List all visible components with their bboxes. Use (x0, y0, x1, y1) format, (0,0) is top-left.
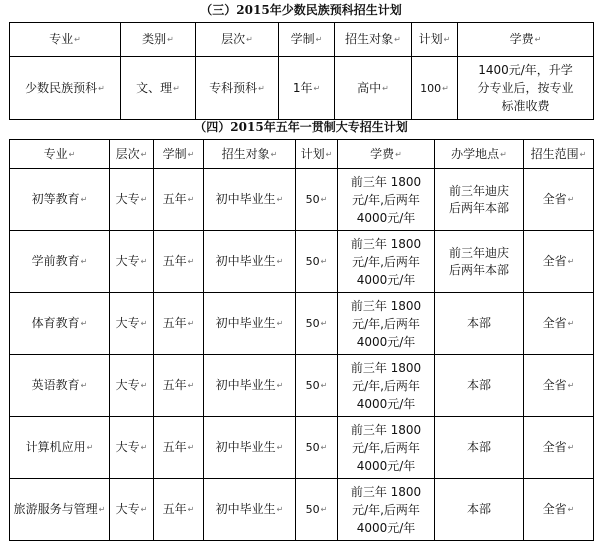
table-row (10, 355, 594, 417)
minority-preparatory-table (9, 22, 594, 120)
cell-target: 初中毕业生 ↵ (204, 479, 296, 541)
location-line: 本部 (466, 316, 491, 330)
fee-line: 4000元/年 (356, 396, 416, 411)
location-line: 后两年本部 (448, 200, 509, 215)
header-location: 办学地点 ↵ (435, 140, 524, 169)
table-row (10, 231, 594, 293)
location-line: 前三年迪庆 (448, 245, 509, 260)
cell-major: 体育教育 ↵ (10, 293, 110, 355)
cell-location (435, 293, 524, 355)
cell-scope: 全省 ↵ (524, 479, 594, 541)
section4-title: （四）2015年五年一贯制大专招生计划 (194, 120, 408, 134)
location-line: 本部 (466, 502, 491, 516)
header-scope: 招生范围 ↵ (524, 140, 594, 169)
cell-major: 旅游服务与管理 ↵ (10, 479, 110, 541)
cell-duration: 五年 ↵ (154, 169, 204, 231)
header-fee: 学费 ↵ (338, 140, 435, 169)
cell-location (435, 231, 524, 293)
table-row (10, 293, 594, 355)
cell-level: 大专 ↵ (110, 417, 154, 479)
fee-line: 标准收费 (501, 99, 550, 113)
cell-fee (338, 479, 435, 541)
fee-line: 元/年,后两年 (352, 316, 420, 331)
table-row (10, 169, 594, 231)
cell-category: 文、理 ↵ (121, 57, 196, 120)
cell-location (435, 169, 524, 231)
cell-plan: 50 ↵ (296, 169, 338, 231)
header-duration: 学制 ↵ (279, 23, 335, 57)
cell-major: 学前教育 ↵ (10, 231, 110, 293)
header-target: 招生对象 ↵ (204, 140, 296, 169)
fee-line: 元/年,后两年 (352, 440, 420, 455)
fee-line: 4000元/年 (356, 334, 416, 349)
table-body (10, 169, 594, 541)
cell-scope: 全省 ↵ (524, 417, 594, 479)
cell-major: 少数民族预科 ↵ (10, 57, 121, 120)
location-line: 本部 (466, 440, 491, 454)
cell-fee (338, 169, 435, 231)
cell-scope: 全省 ↵ (524, 293, 594, 355)
cell-scope: 全省 ↵ (524, 355, 594, 417)
cell-level: 大专 ↵ (110, 293, 154, 355)
five-year-college-table (9, 139, 594, 541)
cell-major: 英语教育 ↵ (10, 355, 110, 417)
cell-duration: 五年 ↵ (154, 417, 204, 479)
cell-fee (338, 293, 435, 355)
header-level: 层次 ↵ (110, 140, 154, 169)
header-category: 类别 ↵ (121, 23, 196, 57)
fee-line: 元/年,后两年 (352, 502, 420, 517)
cell-duration: 五年 ↵ (154, 231, 204, 293)
cell-plan: 50 ↵ (296, 231, 338, 293)
cell-level: 大专 ↵ (110, 355, 154, 417)
header-plan: 计划 ↵ (296, 140, 338, 169)
cell-scope: 全省 ↵ (524, 169, 594, 231)
cell-location (435, 355, 524, 417)
cell-target: 初中毕业生 ↵ (204, 355, 296, 417)
fee-line: 前三年 1800 (350, 360, 422, 375)
fee-line: 前三年 1800 (350, 236, 422, 251)
fee-line: 前三年 1800 (350, 422, 422, 437)
header-duration: 学制 ↵ (154, 140, 204, 169)
fee-line: 元/年,后两年 (352, 254, 420, 269)
table-header-row (10, 140, 594, 169)
cell-duration: 五年 ↵ (154, 293, 204, 355)
header-fee: 学费 ↵ (458, 23, 594, 57)
header-major: 专业 ↵ (10, 140, 110, 169)
cell-target: 初中毕业生 ↵ (204, 293, 296, 355)
cell-fee (338, 417, 435, 479)
fee-line: 前三年 1800 (350, 298, 422, 313)
cell-duration: 1年 ↵ (279, 57, 335, 120)
cell-plan: 50 ↵ (296, 417, 338, 479)
cell-plan: 100 ↵ (412, 57, 458, 120)
cell-plan: 50 ↵ (296, 293, 338, 355)
fee-line: 分专业后，按专业 (477, 81, 574, 95)
fee-line: 4000元/年 (356, 272, 416, 287)
cell-location (435, 417, 524, 479)
cell-target: 初中毕业生 ↵ (204, 231, 296, 293)
fee-line: 前三年 1800 (350, 484, 422, 499)
cell-plan: 50 ↵ (296, 355, 338, 417)
fee-line: 4000元/年 (356, 520, 416, 535)
location-line: 后两年本部 (448, 262, 509, 277)
cell-duration: 五年 ↵ (154, 479, 204, 541)
location-line: 本部 (466, 378, 491, 392)
header-target: 招生对象 ↵ (335, 23, 412, 57)
cell-fee (458, 57, 594, 120)
cell-location (435, 479, 524, 541)
location-line: 前三年迪庆 (448, 183, 509, 198)
cell-target: 高中 ↵ (335, 57, 412, 120)
cell-level: 大专 ↵ (110, 231, 154, 293)
cell-target: 初中毕业生 ↵ (204, 417, 296, 479)
fee-line: 4000元/年 (356, 458, 416, 473)
cell-major: 初等教育 ↵ (10, 169, 110, 231)
fee-line: 1400元/年，升学 (478, 63, 573, 77)
section3-title: （三）2015年少数民族预科招生计划 (200, 3, 402, 17)
cell-fee (338, 231, 435, 293)
table-row (10, 57, 594, 120)
fee-line: 前三年 1800 (350, 174, 422, 189)
header-level: 层次 ↵ (196, 23, 279, 57)
cell-level: 大专 ↵ (110, 479, 154, 541)
table-row (10, 417, 594, 479)
header-major: 专业 ↵ (10, 23, 121, 57)
cell-duration: 五年 ↵ (154, 355, 204, 417)
cell-level: 大专 ↵ (110, 169, 154, 231)
table-header-row (10, 23, 594, 57)
cell-major: 计算机应用 ↵ (10, 417, 110, 479)
fee-line: 4000元/年 (356, 210, 416, 225)
table-row (10, 479, 594, 541)
cell-target: 初中毕业生 ↵ (204, 169, 296, 231)
fee-line: 元/年,后两年 (352, 378, 420, 393)
header-plan: 计划 ↵ (412, 23, 458, 57)
cell-fee (338, 355, 435, 417)
cell-level: 专科预科 ↵ (196, 57, 279, 120)
fee-line: 元/年,后两年 (352, 192, 420, 207)
cell-plan: 50 ↵ (296, 479, 338, 541)
cell-scope: 全省 ↵ (524, 231, 594, 293)
